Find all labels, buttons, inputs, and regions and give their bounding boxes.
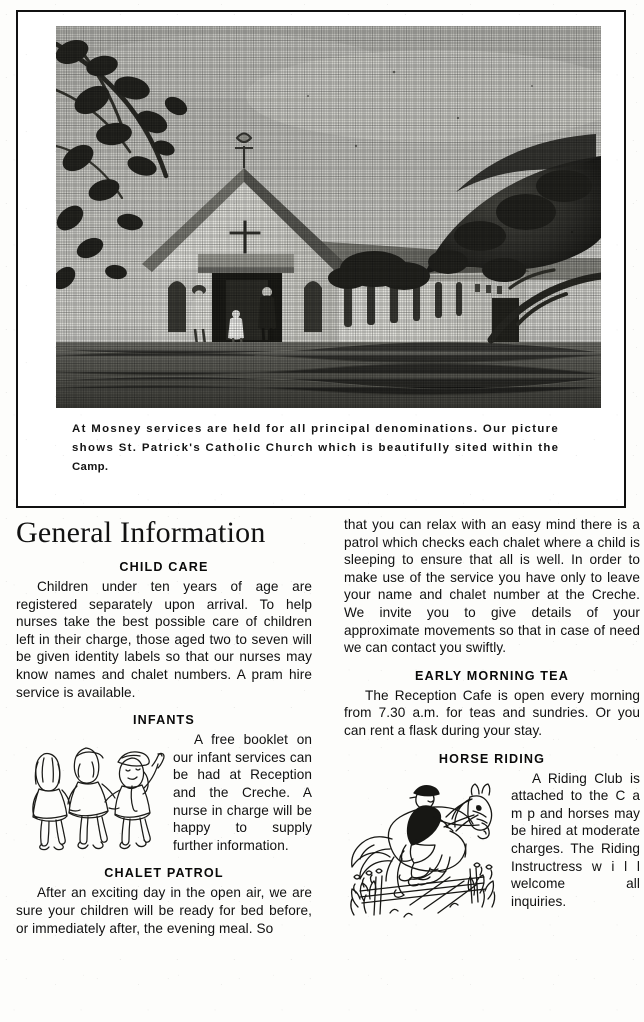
chalet-patrol-continuation: that you can relax with an easy mind there is a patrol which checks each chalet where a child is sleeping to ensure that all is well. In order to make use of the service you have only to leave your name and chalet number at the Creche. We invite you to give details of your approximate movements so that in case of need we can contact you swiftly.: [344, 517, 640, 656]
section-infants: [16, 712, 312, 854]
page-title: General Information: [16, 516, 266, 549]
caption-line: Camp.: [72, 461, 109, 473]
section-body-child-care: Children under ten years of age are registered separately upon arrival. To help nurses take the best possible care of children left in their charge, those aged two to seven will be given identity labels so that our nurses may know names and chalet numbers. A pram hire service is available.: [16, 579, 312, 700]
section-heading-child-care: CHILD CARE: [119, 560, 209, 574]
section-body-horse-riding: A Riding Club is attached to the C a m p and horses may be hired at moderate charges. The Riding Instructress w i l l welcome all inquiries.: [511, 770, 640, 909]
left-column: [16, 516, 312, 937]
section-body-chalet-patrol: After an exciting day in the open air, we are sure your children will be ready for bed before, or immediately after, the evening meal. So: [16, 885, 312, 936]
photo-frame: [16, 10, 626, 508]
section-chalet-patrol: [16, 865, 312, 937]
caption-line: shows St. Patrick's Catholic Church which is beautifully sited within the: [72, 442, 560, 454]
right-column: [344, 516, 640, 925]
church-photograph: [56, 26, 601, 408]
section-early-morning-tea: [344, 668, 640, 740]
section-heading-infants: INFANTS: [133, 713, 195, 728]
section-heading-early-morning-tea: EARLY MORNING TEA: [415, 668, 569, 683]
article-columns: [16, 516, 640, 1016]
section-child-care: [16, 559, 312, 701]
photo-caption: [72, 420, 592, 477]
section-heading-horse-riding: HORSE RIDING: [438, 751, 546, 766]
section-body-infants: A free booklet on our infant services can be had at Reception and the Creche. A nurse in charge will be happy to supply further information.: [173, 732, 312, 853]
section-horse-riding: [344, 751, 640, 925]
horse-and-rider-jumping-illustration: [346, 773, 504, 925]
section-body-early-morning-tea: The Reception Cafe is open every morning from 7.30 a.m. for teas and sundries. Or you can rent a flask during your stay.: [344, 687, 640, 738]
section-heading-chalet-patrol: CHALET PATROL: [104, 866, 224, 881]
caption-line: At Mosney services are held for all principal denominations. Our picture: [72, 423, 560, 435]
three-children-walking-illustration: [14, 732, 166, 854]
